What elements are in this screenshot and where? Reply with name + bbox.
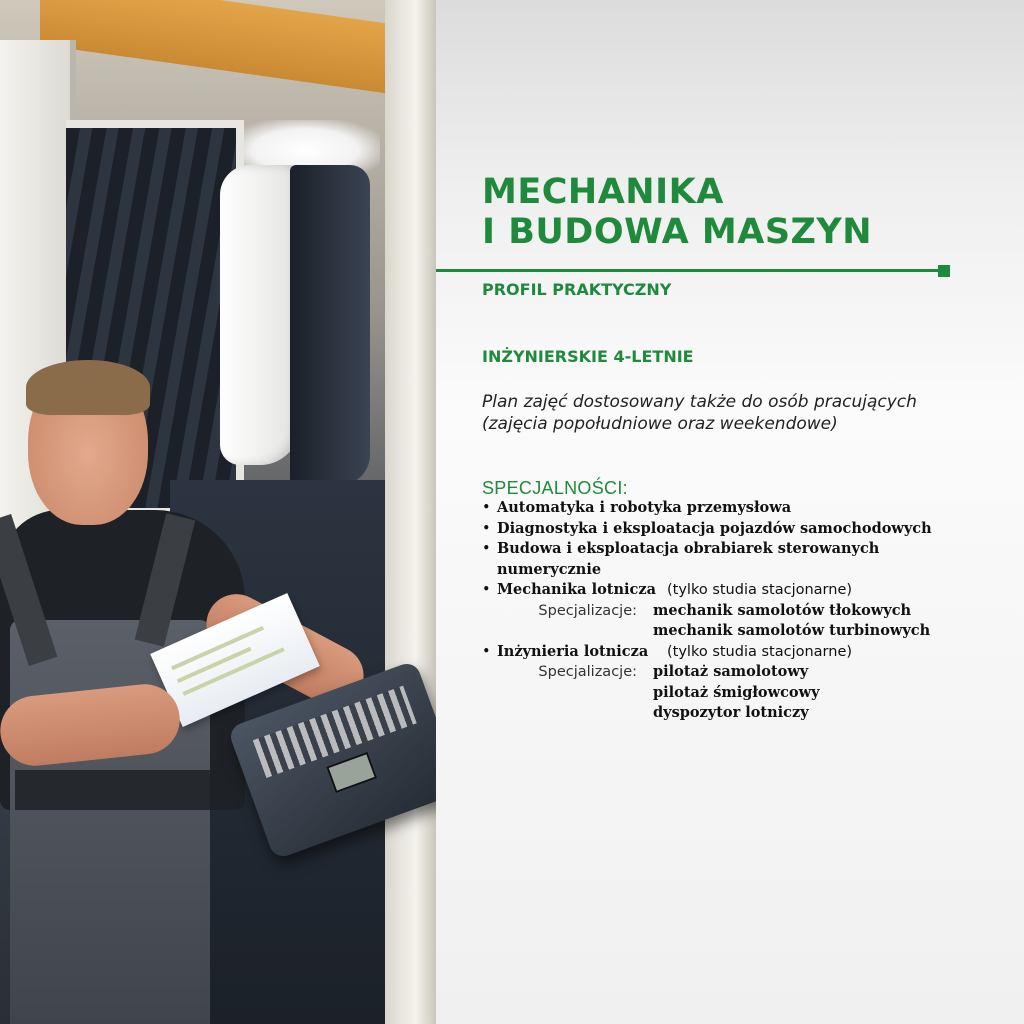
sub-specialization: pilotaż śmigłowcowy — [653, 683, 820, 701]
list-item — [482, 580, 1022, 642]
sub-specializations — [497, 662, 1022, 724]
specializations-list — [482, 498, 1022, 724]
ceiling-beam — [40, 0, 400, 95]
worker-hair — [26, 360, 150, 415]
sub-specializations — [497, 601, 1022, 642]
sub-specialization: dyspozytor lotniczy — [653, 704, 809, 721]
title-line-2: I BUDOWA MASZYN — [482, 212, 873, 252]
specialization-note: (tylko studia stacjonarne) — [667, 643, 853, 660]
specialization-note: (tylko studia stacjonarne) — [667, 582, 853, 598]
sub-specializations-label: Specjalizacje: — [538, 602, 637, 619]
machine-side-frame — [385, 0, 436, 1024]
specialization-name: Mechanika lotnicza — [497, 581, 656, 598]
worker-cnc-machine-photo — [0, 0, 436, 1024]
list-item — [482, 642, 1022, 724]
list-item — [482, 519, 1022, 540]
divider-end-square — [938, 265, 950, 277]
title-divider — [436, 269, 942, 272]
specialization-name: Diagnostyka i eksploatacja pojazdów samochodowych — [497, 519, 932, 537]
spindle-cover — [220, 165, 300, 465]
specialization-name: Inżynieria lotnicza — [497, 642, 649, 660]
list-item — [482, 539, 897, 580]
title-line-1: MECHANIKA — [482, 172, 724, 212]
overalls-belt — [15, 770, 210, 810]
list-item — [482, 498, 1022, 519]
profile-label: PROFIL PRAKTYCZNY — [482, 280, 672, 299]
schedule-note-line-2: (zajęcia popołudniowe oraz weekendowe) — [482, 414, 838, 434]
sub-specializations-items — [653, 662, 820, 724]
page-title — [482, 172, 872, 252]
sub-specializations-label: Specjalizacje: — [538, 664, 637, 680]
specializations-heading: SPECJALNOŚCI: — [482, 478, 628, 498]
sub-specialization: pilotaż samolotowy — [653, 663, 809, 680]
degree-label: INŻYNIERSKIE 4-LETNIE — [482, 347, 694, 366]
control-panel-screen — [326, 752, 377, 793]
schedule-note-line-1: Plan zajęć dostosowany także do osób pracujących — [482, 392, 917, 412]
spindle-head — [290, 165, 370, 485]
sub-specialization: mechanik samolotów tłokowych — [653, 601, 912, 619]
schedule-note — [482, 391, 1002, 435]
specialization-name: Automatyka i robotyka przemysłowa — [497, 499, 792, 516]
sub-specialization: mechanik samolotów turbinowych — [653, 622, 931, 639]
sub-specializations-items — [653, 601, 930, 642]
specialization-name: Budowa i eksploatacja obrabiarek sterowanych numerycznie — [497, 540, 880, 578]
